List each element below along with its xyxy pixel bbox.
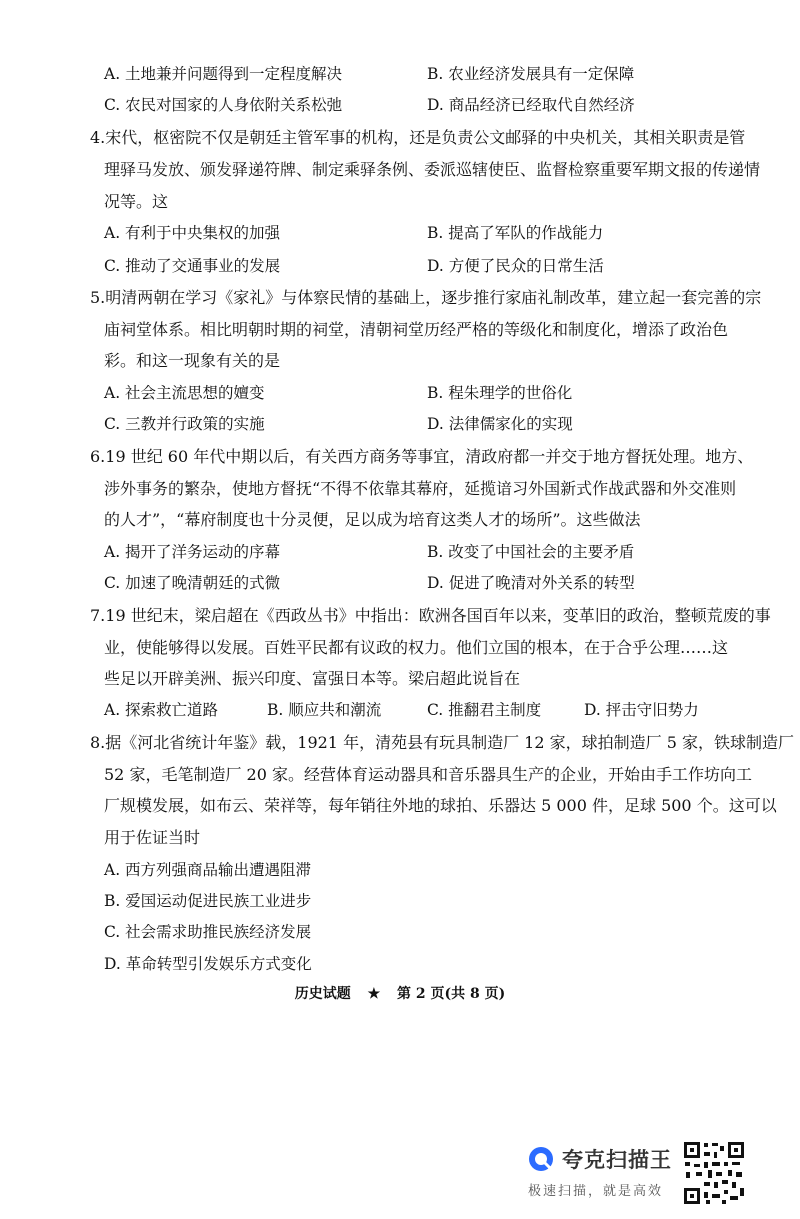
q8-stem-line-4: 用于佐证当时 bbox=[104, 828, 201, 847]
q6-option-a: A. 揭开了洋务运动的序幕 bbox=[104, 543, 281, 561]
q6-option-c: C. 加速了晚清朝廷的式微 bbox=[104, 574, 281, 592]
q5-option-d: D. 法律儒家化的实现 bbox=[427, 415, 573, 433]
q3-option-b: B. 农业经济发展具有一定保障 bbox=[427, 65, 635, 83]
footer-subject: 历史试题 bbox=[294, 986, 351, 1002]
qr-code-icon bbox=[682, 1140, 746, 1206]
page-footer bbox=[0, 983, 800, 1003]
q4-stem-line-2: 理驿马发放、颁发驿递符牌、制定乘驿条例、委派巡辖使臣、监督检察重要军期文报的传递情 bbox=[104, 160, 761, 179]
q5-stem-line-2: 庙祠堂体系。相比明朝时期的祠堂，清朝祠堂历经严格的等级化和制度化，增添了政治色 bbox=[104, 320, 729, 339]
q6-stem-line-2: 涉外事务的繁杂，使地方督抚“不得不依靠其幕府，延揽谙习外国新式作战武器和外交准则 bbox=[104, 479, 737, 498]
q4-option-c: C. 推动了交通事业的发展 bbox=[104, 257, 281, 275]
watermark-brand: 夸克扫描王 bbox=[562, 1148, 672, 1172]
q3-option-a: A. 土地兼并问题得到一定程度解决 bbox=[104, 65, 343, 83]
q8-option-d: D. 革命转型引发娱乐方式变化 bbox=[104, 955, 312, 973]
q3-option-d: D. 商品经济已经取代自然经济 bbox=[427, 96, 635, 114]
footer-page-number: 第 2 页(共 8 页) bbox=[397, 986, 506, 1002]
q5-option-c: C. 三教并行政策的实施 bbox=[104, 415, 265, 433]
q8-stem-line-3: 厂规模发展，如布云、荣祥等，每年销往外地的球拍、乐器达 5 000 件，足球 500 个。这可以 bbox=[104, 796, 777, 815]
scanner-watermark bbox=[522, 1140, 792, 1210]
q7-stem-line-2: 业，使能够得以发展。百姓平民都有议政的权力。他们立国的根本，在于合乎公理……这 bbox=[104, 638, 729, 657]
q8-stem-line-1: 8.据《河北省统计年鉴》载，1921 年，清苑县有玩具制造厂 12 家，球拍制造厂 5 家，铁球制造厂 bbox=[90, 733, 794, 752]
quark-logo-icon bbox=[528, 1146, 554, 1172]
q7-stem-line-3: 些足以开辟美洲、振兴印度、富强日本等。梁启超此说旨在 bbox=[104, 669, 521, 688]
q4-option-d: D. 方便了民众的日常生活 bbox=[427, 257, 604, 275]
q5-stem-line-3: 彩。和这一现象有关的是 bbox=[104, 351, 281, 370]
q8-option-c: C. 社会需求助推民族经济发展 bbox=[104, 923, 312, 941]
q5-stem-line-1: 5.明清两朝在学习《家礼》与体察民情的基础上，逐步推行家庙礼制改革，建立起一套完善的宗 bbox=[90, 288, 762, 307]
q8-option-a: A. 西方列强商品输出遭遇阻滞 bbox=[104, 861, 312, 879]
q8-option-b: B. 爱国运动促进民族工业进步 bbox=[104, 892, 312, 910]
q4-stem-line-3: 况等。这 bbox=[104, 192, 169, 211]
q3-option-c: C. 农民对国家的人身依附关系松弛 bbox=[104, 96, 343, 114]
q7-option-b: B. 顺应共和潮流 bbox=[267, 701, 382, 719]
q7-stem-line-1: 7.19 世纪末，梁启超在《西政丛书》中指出：欧洲各国百年以来，变革旧的政治，整顿荒废的事 bbox=[90, 606, 771, 625]
q7-option-d: D. 抨击守旧势力 bbox=[584, 701, 699, 719]
q8-stem-line-2: 52 家，毛笔制造厂 20 家。经营体育运动器具和音乐器具生产的企业，开始由手工作坊向工 bbox=[104, 765, 752, 784]
q4-stem-line-1: 4.宋代，枢密院不仅是朝廷主管军事的机构，还是负责公文邮驿的中央机关，其相关职责是管 bbox=[90, 128, 746, 147]
q6-option-d: D. 促进了晚清对外关系的转型 bbox=[427, 574, 635, 592]
q6-stem-line-3: 的人才”，“幕府制度也十分灵便，足以成为培育这类人才的场所”。这些做法 bbox=[104, 510, 641, 529]
q6-option-b: B. 改变了中国社会的主要矛盾 bbox=[427, 543, 635, 561]
watermark-slogan: 极速扫描，就是高效 bbox=[528, 1184, 664, 1199]
q4-option-b: B. 提高了军队的作战能力 bbox=[427, 224, 604, 242]
q4-option-a: A. 有利于中央集权的加强 bbox=[104, 224, 281, 242]
star-icon: ★ bbox=[367, 986, 381, 1002]
q7-option-a: A. 探索救亡道路 bbox=[104, 701, 219, 719]
q7-option-c: C. 推翻君主制度 bbox=[427, 701, 542, 719]
q5-option-b: B. 程朱理学的世俗化 bbox=[427, 384, 573, 402]
q5-option-a: A. 社会主流思想的嬗变 bbox=[104, 384, 265, 402]
q6-stem-line-1: 6.19 世纪 60 年代中期以后，有关西方商务等事宜，清政府都一并交于地方督抚处理。地方、 bbox=[90, 447, 754, 466]
